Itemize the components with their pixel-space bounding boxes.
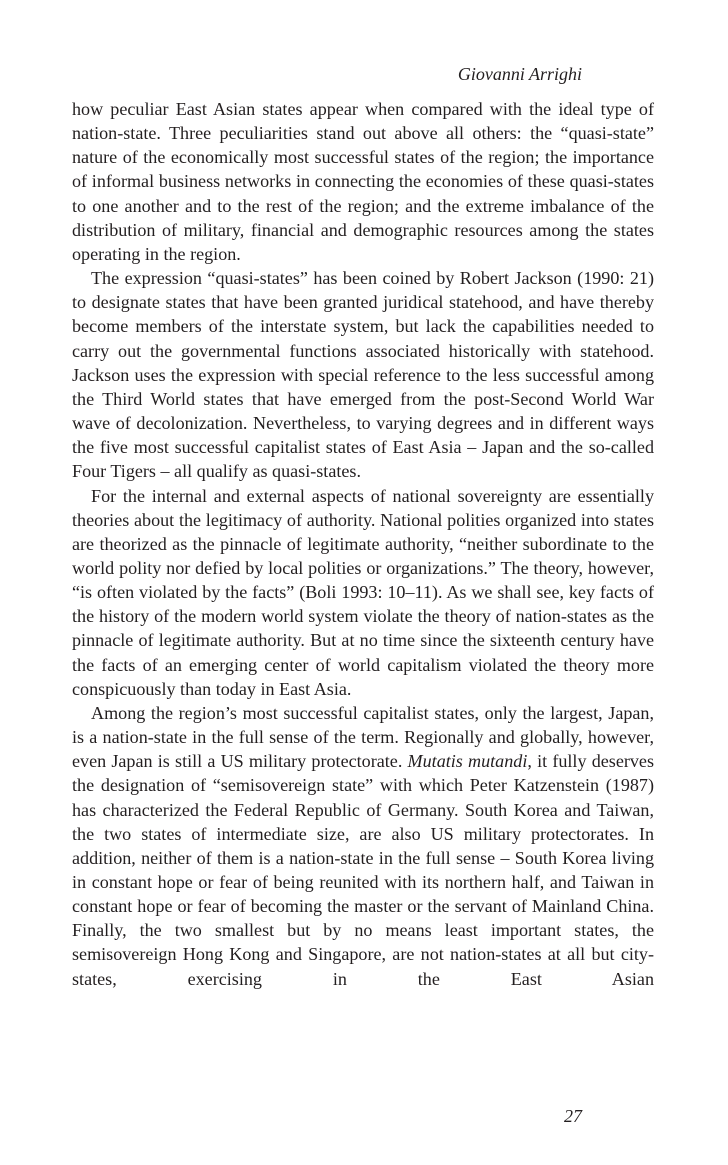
paragraph-4-lead: Among the region’s most successful capitalist states, only the largest, Japan, is a nation-state in the full sense of the term. Regionally and globally, however, even Japan is still a US military protectorate. [72, 702, 654, 772]
paragraph-4 [72, 701, 654, 991]
running-head-author: Giovanni Arrighi [457, 64, 582, 84]
paragraph-2: The expression “quasi-states” has been coined by Robert Jackson (1990: 21) to designate states that have been granted juridical statehood, and have thereby become members of the interstate system, but lack the capabilities needed to carry out the governmental functions associated historically with statehood. Jackson uses the expression with special reference to the less successful among the Third World states that have emerged from the post-Second World War wave of decolonization. Nevertheless, to varying degrees and in different ways the five most successful capitalist states of East Asia – Japan and the so-called Four Tigers – all qualify as quasi-states. [72, 268, 654, 482]
latin-phrase: Mutatis mutandi [407, 751, 528, 772]
body-text [72, 97, 654, 991]
book-page [72, 0, 654, 1165]
paragraph-3: For the internal and external aspects of national sovereignty are essentially theories about the legitimacy of authority. National polities organized into states are theorized as the pinnacle of legitimate authority, “neither subordinate to the world polity nor defied by local polities or organizations.” The theory, however, “is often violated by the facts” (Boli 1993: 10–11). As we shall see, key facts of the history of the modern world system violate the theory of nation-states as the pinnacle of legitimate authority. But at no time since the sixteenth century have the facts of an emerging center of world capitalism violated the theory more conspicuously than today in East Asia. [72, 485, 654, 699]
paragraph-1: how peculiar East Asian states appear when compared with the ideal type of nation-state. Three peculiarities stand out above all others: the “quasi-state” nature of the economically most successful states of the region; the importance of informal business networks in connecting the economies of these quasi-states to one another and to the rest of the region; and the extreme imbalance of the distribution of military, financial and demographic resources among the states operating in the region. [72, 99, 654, 264]
paragraph-4-rest: , it fully deserves the designation of “semisovereign state” with which Peter Katzenstein (1987) has characterized the Federal Republic of Germany. South Korea and Taiwan, the two states of intermediate size, are also US military protectorates. In addition, neither of them is a nation-state in the full sense – South Korea living in constant hope or fear of being reunited with its northern half, and Taiwan in constant hope or fear of becoming the master or the servant of Mainland China. Finally, the two smallest but by no means least important states, the semisovereign Hong Kong and Singapore, are not nation-states at all but city-states, exercising in the East Asian [72, 751, 655, 989]
page-number: 27 [564, 1106, 582, 1126]
